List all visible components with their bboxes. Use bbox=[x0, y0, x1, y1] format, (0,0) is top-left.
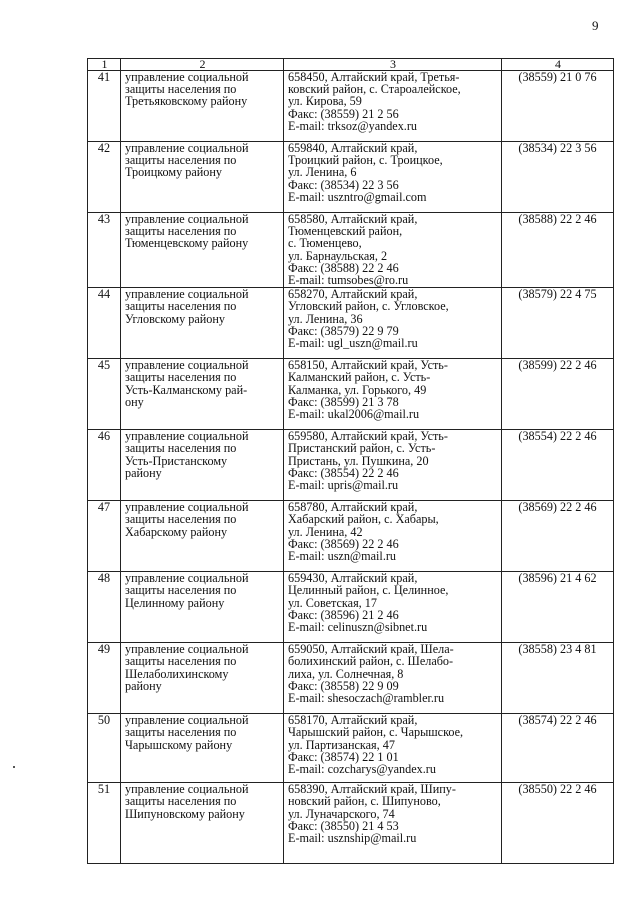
agency-name-line: защиты населения по bbox=[125, 794, 237, 809]
agency-address bbox=[284, 783, 502, 864]
agency-name-line: Усть-Пристанскому bbox=[125, 453, 228, 468]
agency-name-line: управление социальной bbox=[125, 713, 249, 728]
agency-name bbox=[121, 288, 284, 359]
agency-address-line: E-mail: ugl_uszn@mail.ru bbox=[288, 336, 418, 351]
row-number: 43 bbox=[88, 213, 121, 288]
agency-address-line: 659840, Алтайский край, bbox=[288, 141, 418, 155]
row-number: 47 bbox=[88, 501, 121, 572]
row-number: 51 bbox=[88, 783, 121, 864]
agency-name-line: Целинному району bbox=[125, 595, 225, 610]
agency-name-line: Шипуновскому району bbox=[125, 806, 245, 821]
agency-name bbox=[121, 359, 284, 430]
agency-name bbox=[121, 572, 284, 643]
agency-address-line: Пристанский район, с. Усть- bbox=[288, 441, 436, 456]
agency-name-line: управление социальной bbox=[125, 500, 249, 515]
row-number: 41 bbox=[88, 71, 121, 142]
agency-name-line: защиты населения по bbox=[125, 82, 237, 97]
agency-address-line: Калманка, ул. Горького, 49 bbox=[288, 382, 427, 397]
agency-name-line: Троицкому району bbox=[125, 165, 222, 180]
agency-phone: (38596) 21 4 62 bbox=[502, 572, 614, 643]
table-row bbox=[88, 501, 614, 572]
agency-address-line: новский район, с. Шипуново, bbox=[288, 794, 441, 809]
agency-name-line: защиты населения по bbox=[125, 370, 237, 385]
agency-address-line: Факс: (38596) 21 2 46 bbox=[288, 607, 399, 622]
agency-address-line: 658270, Алтайский край, bbox=[288, 287, 418, 302]
agency-name bbox=[121, 501, 284, 572]
table-row bbox=[88, 288, 614, 359]
agency-address-line: ул. Кирова, 59 bbox=[288, 94, 362, 109]
agency-name-line: управление социальной bbox=[125, 429, 249, 444]
agency-name-line: Хабарскому району bbox=[125, 524, 228, 539]
agency-address-line: E-mail: usznship@mail.ru bbox=[288, 831, 417, 846]
agency-name-line: управление социальной bbox=[125, 642, 249, 657]
page-number: 9 bbox=[592, 18, 599, 33]
table-row bbox=[88, 783, 614, 864]
table-row bbox=[88, 71, 614, 142]
agency-address-line: ул. Луначарского, 74 bbox=[288, 806, 395, 821]
agency-address-line: E-mail: shesoczach@rambler.ru bbox=[288, 691, 445, 706]
agency-address bbox=[284, 288, 502, 359]
agency-address-line: E-mail: cozcharys@yandex.ru bbox=[288, 762, 436, 777]
table-body bbox=[88, 71, 614, 864]
agency-name-line: Усть-Калманскому рай- bbox=[125, 382, 248, 397]
table-row bbox=[88, 714, 614, 783]
agency-phone: (38588) 22 2 46 bbox=[502, 213, 614, 288]
agency-phone: (38550) 22 2 46 bbox=[502, 783, 614, 864]
agency-name-line: Тюменцевскому району bbox=[125, 236, 249, 251]
agency-name-line: защиты населения по bbox=[125, 441, 237, 456]
agency-phone: (38579) 22 4 75 bbox=[502, 288, 614, 359]
table-row bbox=[88, 643, 614, 714]
agency-address-line: ул. Ленина, 36 bbox=[288, 311, 363, 326]
table-row bbox=[88, 430, 614, 501]
agency-address-line: 658390, Алтайский край, Шипу- bbox=[288, 782, 456, 797]
agency-address-line: E-mail: celinuszn@sibnet.ru bbox=[288, 620, 428, 635]
agency-address-line: Факс: (38588) 22 2 46 bbox=[288, 260, 399, 275]
agency-name bbox=[121, 643, 284, 714]
agency-address-line: Троицкий район, с. Троицкое, bbox=[288, 153, 443, 168]
agency-name-line: управление социальной bbox=[125, 287, 249, 302]
agency-address-line: 659430, Алтайский край, bbox=[288, 571, 418, 586]
agency-address-line: Чарышский район, с. Чарышское, bbox=[288, 725, 464, 740]
agency-address-line: Факс: (38550) 21 4 53 bbox=[288, 818, 399, 833]
agency-address-line: ул. Ленина, 42 bbox=[288, 524, 363, 539]
agency-name-line: управление социальной bbox=[125, 141, 249, 155]
row-number: 49 bbox=[88, 643, 121, 714]
agency-address-line: Факс: (38599) 21 3 78 bbox=[288, 394, 399, 409]
agency-address bbox=[284, 643, 502, 714]
agency-address-line: Факс: (38559) 21 2 56 bbox=[288, 106, 399, 121]
agency-phone: (38534) 22 3 56 bbox=[502, 142, 614, 213]
table-row bbox=[88, 572, 614, 643]
table-row bbox=[88, 213, 614, 288]
agency-address-line: Угловский район, с. Угловское, bbox=[288, 299, 449, 314]
column-header-1: 1 bbox=[88, 59, 121, 71]
agency-address-line: Факс: (38569) 22 2 46 bbox=[288, 536, 399, 551]
table-row bbox=[88, 359, 614, 430]
agency-address bbox=[284, 213, 502, 288]
agency-address-line: Тюменцевский район, bbox=[288, 224, 403, 239]
agency-address-line: Факс: (38558) 22 9 09 bbox=[288, 678, 399, 693]
agency-address-line: 658780, Алтайский край, bbox=[288, 500, 418, 515]
agency-address-line: лиха, ул. Солнечная, 8 bbox=[288, 666, 404, 681]
agency-address-line: болихинский район, с. Шелабо- bbox=[288, 654, 454, 669]
agency-address-line: ковский район, с. Староалейское, bbox=[288, 82, 461, 97]
agency-address-line: 658170, Алтайский край, bbox=[288, 713, 418, 728]
agency-address-line: Факс: (38554) 22 2 46 bbox=[288, 465, 399, 480]
agency-name bbox=[121, 213, 284, 288]
agency-name-line: Чарышскому району bbox=[125, 737, 233, 752]
agency-address-line: Хабарский район, с. Хабары, bbox=[288, 512, 439, 527]
agency-name-line: управление социальной bbox=[125, 782, 249, 797]
agency-name bbox=[121, 783, 284, 864]
agency-address bbox=[284, 359, 502, 430]
agency-name-line: Третьяковскому району bbox=[125, 94, 248, 109]
agency-name-line: защиты населения по bbox=[125, 583, 237, 598]
agency-address-line: Калманский район, с. Усть- bbox=[288, 370, 431, 385]
row-number: 46 bbox=[88, 430, 121, 501]
agencies-table bbox=[87, 58, 614, 864]
agency-phone: (38569) 22 2 46 bbox=[502, 501, 614, 572]
agency-address bbox=[284, 71, 502, 142]
scan-speck bbox=[13, 766, 15, 768]
table-header bbox=[88, 59, 614, 71]
agency-address-line: E-mail: ukal2006@mail.ru bbox=[288, 407, 420, 422]
agency-phone: (38599) 22 2 46 bbox=[502, 359, 614, 430]
agency-address bbox=[284, 572, 502, 643]
agency-address-line: 659580, Алтайский край, Усть- bbox=[288, 429, 448, 444]
agency-name-line: району bbox=[125, 465, 162, 480]
agency-address-line: с. Тюменцево, bbox=[288, 236, 362, 251]
column-header-2: 2 bbox=[121, 59, 284, 71]
agency-address-line: ул. Советская, 17 bbox=[288, 595, 377, 610]
agency-name-line: защиты населения по bbox=[125, 299, 237, 314]
row-number: 42 bbox=[88, 142, 121, 213]
agency-address-line: 659050, Алтайский край, Шела- bbox=[288, 642, 454, 657]
agency-address bbox=[284, 430, 502, 501]
agency-address-line: Факс: (38534) 22 3 56 bbox=[288, 177, 399, 192]
agency-address-line: 658450, Алтайский край, Третья- bbox=[288, 70, 460, 84]
agency-address bbox=[284, 142, 502, 213]
agency-name-line: управление социальной bbox=[125, 571, 249, 586]
agency-name-line: защиты населения по bbox=[125, 654, 237, 669]
agency-address-line: E-mail: upris@mail.ru bbox=[288, 478, 399, 493]
agency-address-line: E-mail: uszn@mail.ru bbox=[288, 549, 397, 564]
agency-address-line: ул. Ленина, 6 bbox=[288, 165, 357, 180]
agency-name bbox=[121, 430, 284, 501]
agency-name bbox=[121, 714, 284, 783]
agency-address-line: Пристань, ул. Пушкина, 20 bbox=[288, 453, 429, 468]
agency-name-line: ону bbox=[125, 394, 144, 409]
agency-address-line: E-mail: tumsobes@ro.ru bbox=[288, 273, 409, 288]
agency-address-line: Факс: (38574) 22 1 01 bbox=[288, 749, 399, 764]
agency-name-line: управление социальной bbox=[125, 358, 249, 373]
agency-phone: (38574) 22 2 46 bbox=[502, 714, 614, 783]
agency-phone: (38559) 21 0 76 bbox=[502, 71, 614, 142]
agency-address bbox=[284, 714, 502, 783]
agency-name-line: защиты населения по bbox=[125, 512, 237, 527]
agency-name-line: управление социальной bbox=[125, 212, 249, 226]
agency-address-line: 658580, Алтайский край, bbox=[288, 212, 418, 226]
agency-phone: (38558) 23 4 81 bbox=[502, 643, 614, 714]
agency-name bbox=[121, 142, 284, 213]
agency-name bbox=[121, 71, 284, 142]
agency-name-line: Шелаболихинскому bbox=[125, 666, 229, 681]
agency-address-line: ул. Барнаульская, 2 bbox=[288, 248, 388, 263]
column-header-4: 4 bbox=[502, 59, 614, 71]
agency-address-line: 658150, Алтайский край, Усть- bbox=[288, 358, 448, 373]
agency-address-line: Целинный район, с. Целинное, bbox=[288, 583, 449, 598]
agency-address-line: Факс: (38579) 22 9 79 bbox=[288, 323, 399, 338]
agency-phone: (38554) 22 2 46 bbox=[502, 430, 614, 501]
column-header-3: 3 bbox=[284, 59, 502, 71]
agency-address-line: E-mail: trksoz@yandex.ru bbox=[288, 118, 417, 133]
agency-name-line: защиты населения по bbox=[125, 224, 237, 239]
agency-name-line: защиты населения по bbox=[125, 153, 237, 168]
header-row bbox=[88, 59, 614, 71]
agency-address bbox=[284, 501, 502, 572]
agency-address-line: E-mail: uszntro@gmail.com bbox=[288, 189, 427, 204]
agency-name-line: защиты населения по bbox=[125, 725, 237, 740]
row-number: 45 bbox=[88, 359, 121, 430]
row-number: 48 bbox=[88, 572, 121, 643]
agency-name-line: управление социальной bbox=[125, 70, 249, 84]
row-number: 44 bbox=[88, 288, 121, 359]
agency-name-line: району bbox=[125, 678, 162, 693]
table-row bbox=[88, 142, 614, 213]
agency-address-line: ул. Партизанская, 47 bbox=[288, 737, 395, 752]
row-number: 50 bbox=[88, 714, 121, 783]
agency-name-line: Угловскому району bbox=[125, 311, 225, 326]
